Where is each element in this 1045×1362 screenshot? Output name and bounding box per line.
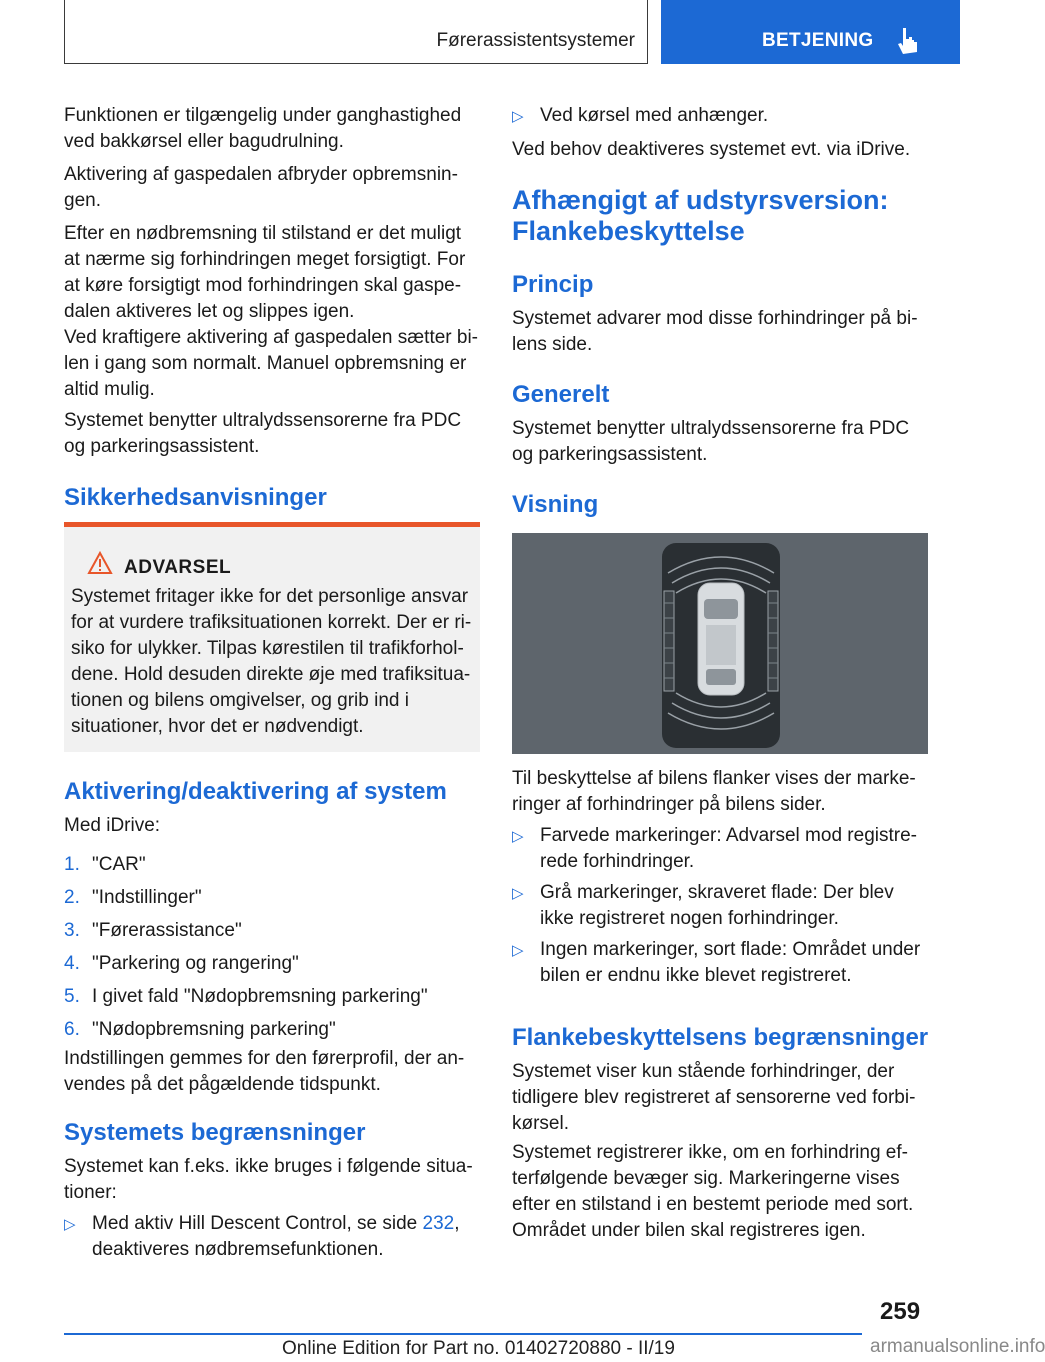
- heading-activation: Aktivering/deaktivering af system: [64, 778, 447, 805]
- list-item: 4. "Parkering og rangering": [64, 953, 299, 974]
- warning-body: Systemet fritager ikke for det personlige ansvar for at vurdere trafiksituationen korrekt. Der er ri-siko for ulykker. Tilpas kørestilen til trafikforhol-dene. Hold desuden direkte øje med trafiksitua-tionen og bilens omgivelser, og grib ind i situationer, hvor det er nødvendigt.: [71, 586, 472, 737]
- paragraph-flank-limits-1: Systemet viser kun stående forhindringer, der tidligere blev registreret af sensorerne ved forbi-kørsel.: [512, 1061, 916, 1134]
- list-item: ▷ Ved kørsel med anhænger.: [512, 105, 769, 126]
- intro-paragraph: Funktionen er tilgængelig under ganghastighed ved bakkørsel eller bagudrulning.: [64, 105, 462, 152]
- heading-display: Visning: [512, 491, 599, 518]
- hand-pointer-icon: [895, 26, 921, 56]
- list-item: 3. "Førerassistance": [64, 920, 242, 941]
- paragraph-general: Systemet benytter ultralydssensorerne fra PDC og parkeringsassistent.: [512, 418, 910, 465]
- list-item: ▷ Farvede markeringer: Advarsel mod registre-rede forhindringer.: [512, 825, 917, 872]
- page-link[interactable]: 232: [422, 1213, 455, 1234]
- steps-list: [64, 852, 480, 1043]
- footer-divider: [64, 1333, 862, 1335]
- paragraph-profile: Indstillingen gemmes for den førerprofil, der an-vendes på det pågældende tidspunkt.: [64, 1048, 465, 1095]
- paragraph-gas-pedal: Aktivering af gaspedalen afbryder opbremsnin-gen.: [64, 164, 458, 211]
- heading-principle: Princip: [512, 271, 594, 298]
- bullet-triangle-icon: ▷: [512, 828, 524, 845]
- list-item: ▷ Ingen markeringer, sort flade: Området under bilen er endnu ikke blevet registreret.: [512, 939, 921, 986]
- list-item: 2. "Indstillinger": [64, 887, 202, 908]
- warning-box: [64, 522, 480, 752]
- watermark-text: armanualsonline.info: [870, 1336, 1045, 1357]
- paragraph-strong-activation: Ved kraftigere aktivering af gaspedalen sætter bi-len i gang som normalt. Manuel opbremsning er altid mulig.: [64, 327, 479, 400]
- list-item: 6. "Nødopbremsning parkering": [64, 1019, 336, 1040]
- paragraph-display: Til beskyttelse af bilens flanker vises der marke-ringer af forhindringer på bilens sider.: [512, 768, 916, 815]
- paragraph-principle: Systemet advarer mod disse forhindringer på bi-lens side.: [512, 308, 918, 355]
- idrive-label: Med iDrive:: [64, 815, 161, 836]
- paragraph-sensors: Systemet benytter ultralydssensorerne fra PDC og parkeringsassistent.: [64, 410, 462, 457]
- heading-general: Generelt: [512, 381, 610, 408]
- paragraph-flank-limits-2: Systemet registrerer ikke, om en forhindring ef-terfølgende bevæger sig. Markeringerne vises efter en stilstand i en bestemt periode med sort. Området under bilen skal registreres igen.: [512, 1142, 914, 1241]
- footer-edition: Online Edition for Part no. 01402720880 - II/19: [282, 1338, 675, 1359]
- paragraph-emergency-stop: Efter en nødbremsning til stilstand er det muligt at nærme sig forhindringen meget forsigtigt. For at køre forsigtigt mod forhindringen skal gaspe-dalen aktiveres let og slippes igen.: [64, 223, 466, 322]
- warning-title: ADVARSEL: [124, 557, 232, 578]
- bullet-triangle-icon: ▷: [512, 942, 524, 959]
- heading-flank-protection: Afhængigt af udstyrsversion: Flankebeskyttelse: [512, 185, 889, 246]
- header-section-title: Førerassistentsystemer: [436, 30, 635, 51]
- bullet-triangle-icon: ▷: [512, 885, 524, 902]
- paragraph-limits-intro: Systemet kan f.eks. ikke bruges i følgende situa-tioner:: [64, 1156, 473, 1203]
- list-item: 1. "CAR": [64, 854, 146, 875]
- warning-triangle-icon: [87, 551, 113, 575]
- bullet-triangle-icon: ▷: [64, 1216, 76, 1233]
- page-number: 259: [880, 1298, 921, 1325]
- list-item: ▷ Grå markeringer, skraveret flade: Der blev ikke registreret nogen forhindringer.: [512, 882, 894, 929]
- paragraph-deactivate: Ved behov deaktiveres systemet evt. via iDrive.: [512, 139, 911, 160]
- list-item: ▷ Med aktiv Hill Descent Control, se side 232, deaktiveres nødbremsefunktionen.: [64, 1213, 460, 1260]
- heading-flank-limits: Flankebeskyttelsens begrænsninger: [512, 1024, 929, 1051]
- list-item: 5. I givet fald "Nødopbremsning parkering": [64, 986, 428, 1007]
- bullet-triangle-icon: ▷: [512, 108, 524, 125]
- header-chapter-box: [661, 0, 960, 64]
- heading-system-limits: Systemets begrænsninger: [64, 1119, 366, 1146]
- flank-protection-display-image: [512, 533, 928, 754]
- header-section-box: [64, 0, 648, 64]
- heading-safety: Sikkerhedsanvisninger: [64, 484, 327, 511]
- header-chapter-title: BETJENING: [762, 30, 874, 51]
